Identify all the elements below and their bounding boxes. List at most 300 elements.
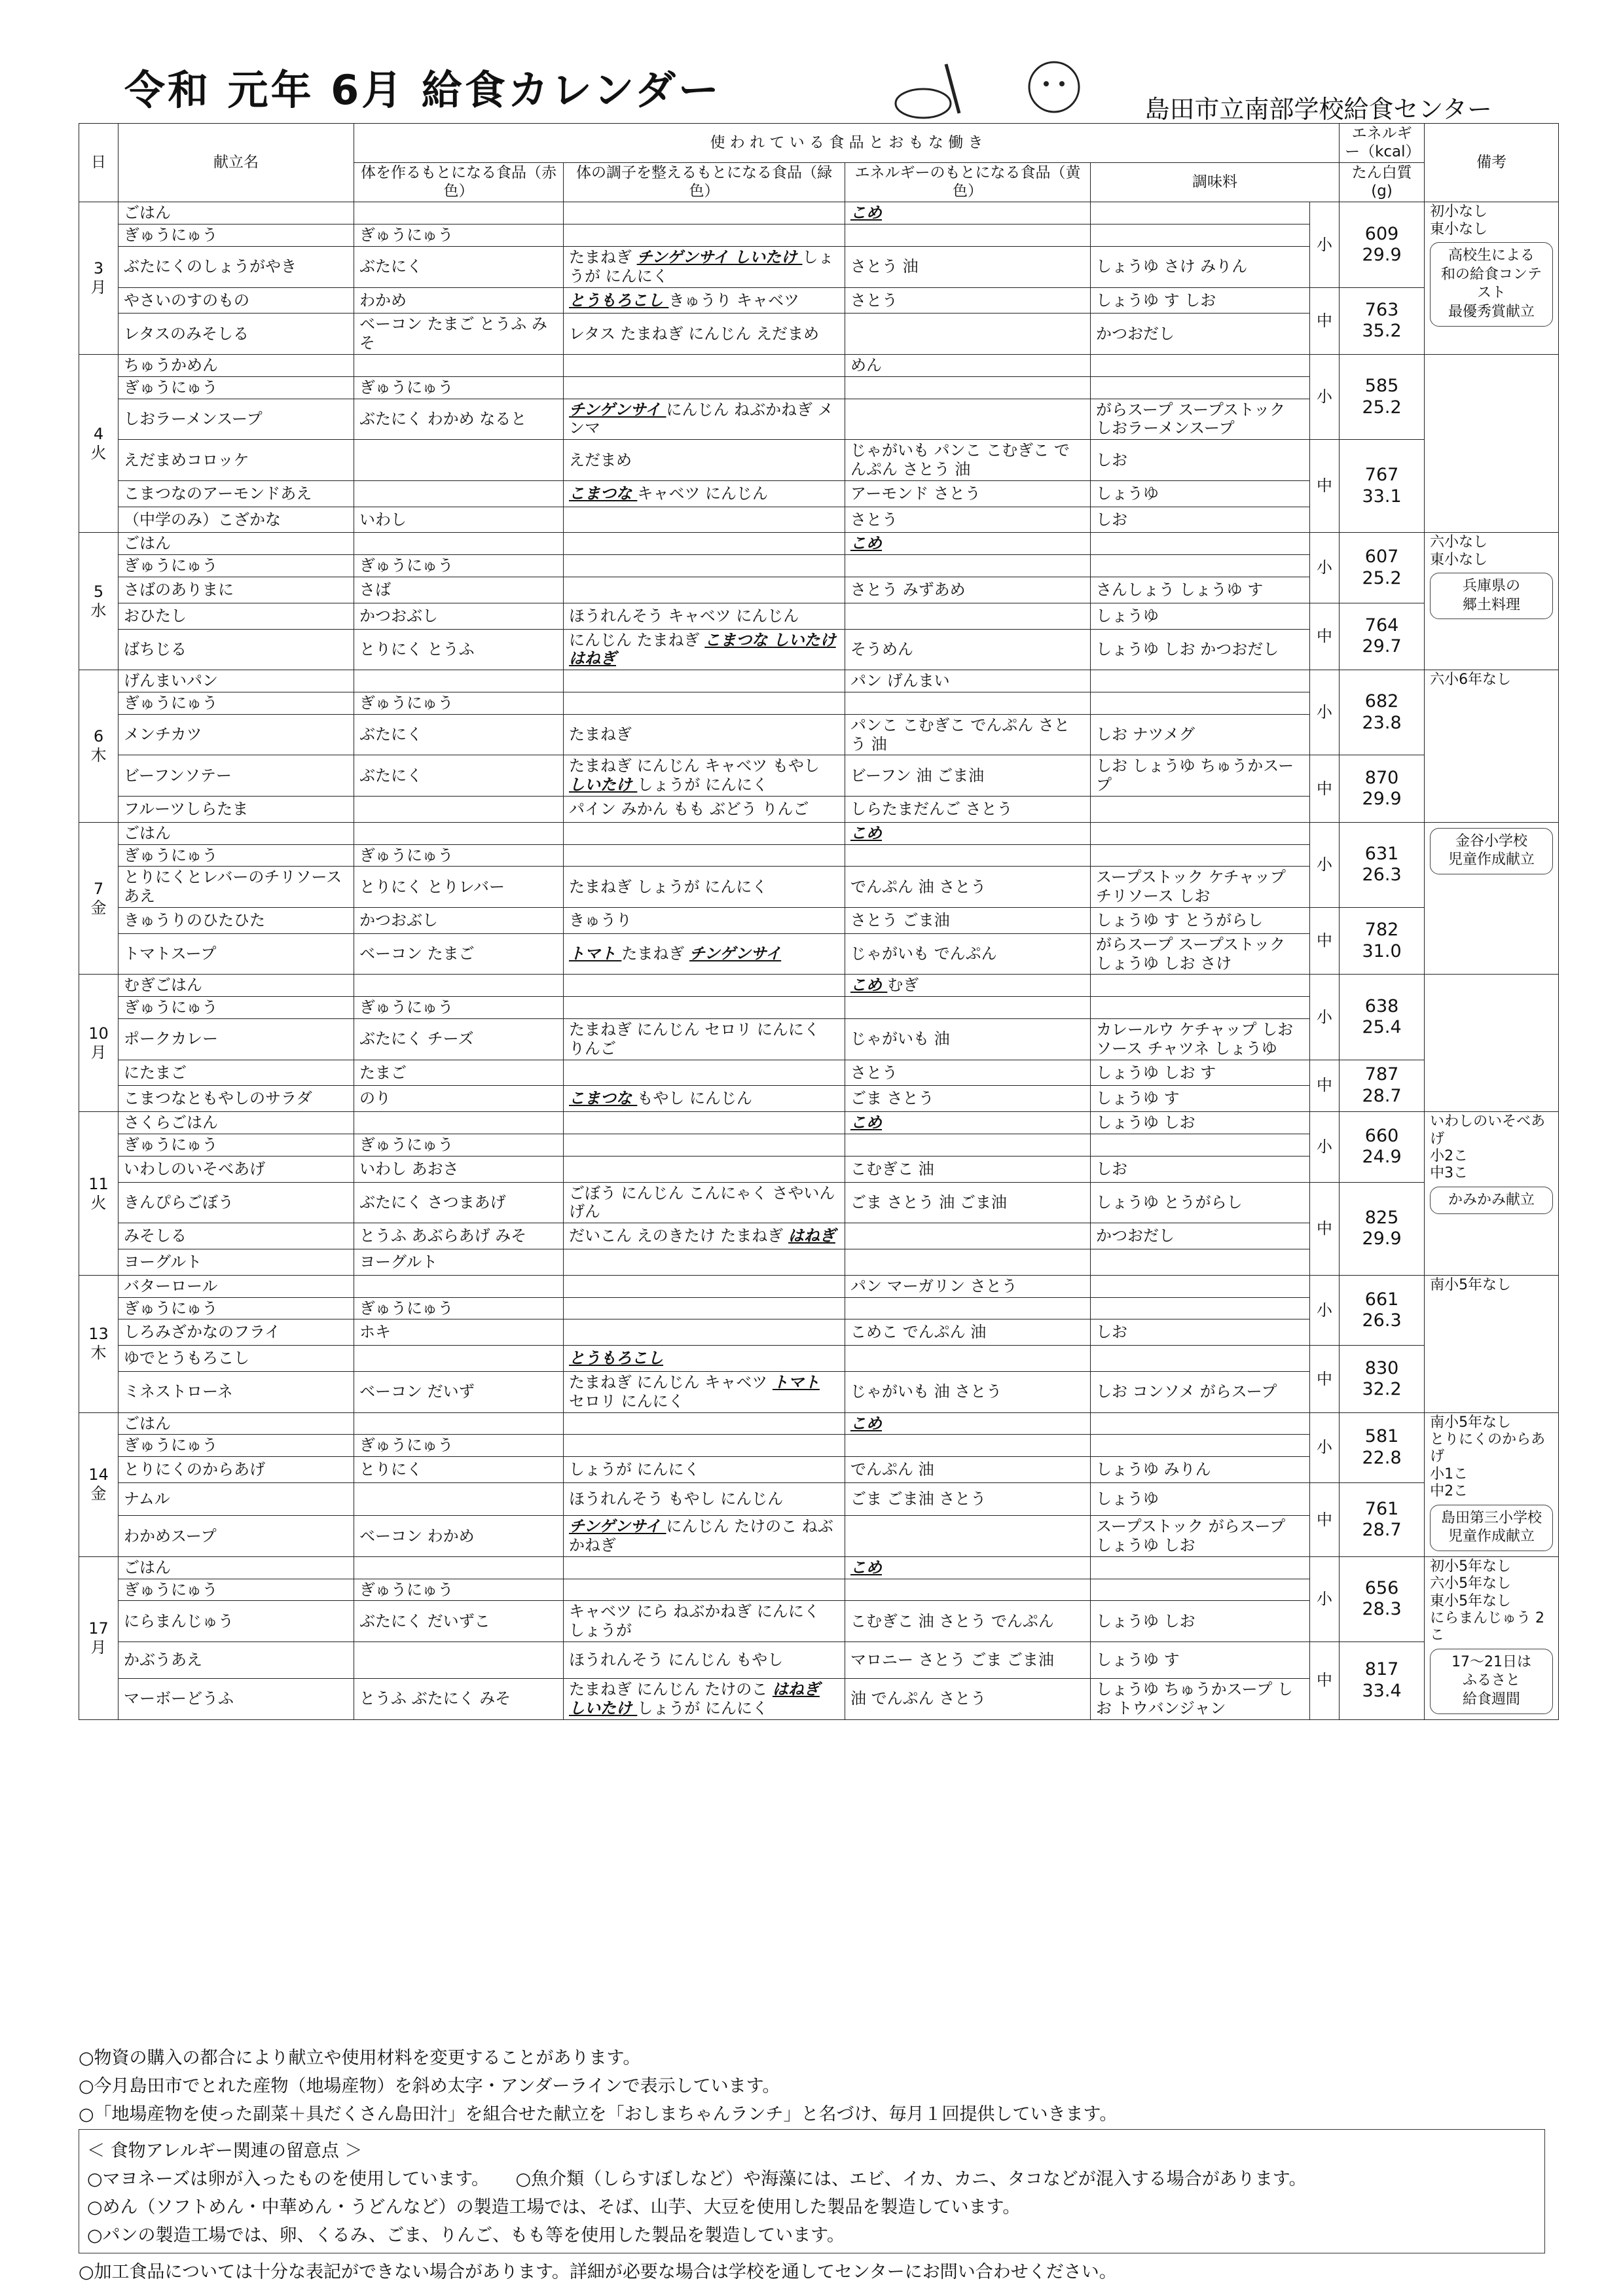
- level-small: 小: [1310, 202, 1340, 287]
- notes-cell: [1425, 1412, 1559, 1556]
- level-middle: 中: [1310, 287, 1340, 354]
- green-cell: ほうれんそう キャベツ にんじん: [564, 603, 845, 629]
- green-cell: [564, 1134, 845, 1156]
- seasoning-cell: [1091, 202, 1310, 224]
- menu-cell: ごはん: [119, 533, 354, 555]
- green-cell: [564, 1556, 845, 1579]
- day-cell: 14 金: [79, 1412, 119, 1556]
- seasoning-cell: [1091, 822, 1310, 844]
- col-day: 日: [79, 124, 119, 202]
- footer-last-note: ○加工食品については十分な表記ができない場合があります。詳細が必要な場合は学校を通してセンターにお問い合わせください。: [79, 2262, 1117, 2282]
- seasoning-cell: カレールウ ケチャップ しお ソース チャツネ しょうゆ: [1091, 1018, 1310, 1060]
- day-cell: 11 火: [79, 1112, 119, 1276]
- col-yellow: エネルギーのもとになる食品（黄色）: [845, 163, 1091, 202]
- green-cell: たまねぎ にんじん たけのこ はねぎ しいたけ しょうが にんにく: [564, 1678, 845, 1719]
- menu-cell: いわしのいそべあげ: [119, 1156, 354, 1182]
- green-cell: とうもろこし きゅうり キャベツ: [564, 287, 845, 314]
- table-row: [79, 1182, 1559, 1223]
- note-badge: 兵庫県の 郷土料理: [1430, 573, 1553, 619]
- seasoning-cell: しお: [1091, 1319, 1310, 1346]
- cup-toothbrush-mascot-illustration: [884, 58, 1120, 123]
- level-middle: 中: [1310, 907, 1340, 974]
- menu-cell: ミネストローネ: [119, 1372, 354, 1413]
- yellow-cell: さとう: [845, 287, 1091, 314]
- green-cell: [564, 692, 845, 714]
- menu-cell: とりにくとレバーのチリソースあえ: [119, 867, 354, 908]
- red-cell: さば: [354, 577, 564, 603]
- note-badge: 島田第三小学校 児童作成献立: [1430, 1505, 1553, 1551]
- menu-cell: ごはん: [119, 202, 354, 224]
- menu-cell: ナムル: [119, 1483, 354, 1516]
- red-cell: わかめ: [354, 287, 564, 314]
- red-cell: [354, 822, 564, 844]
- col-notes: 備考: [1425, 124, 1559, 202]
- yellow-cell: しらたまだんご さとう: [845, 796, 1091, 822]
- energy-protein-cell: 581 22.8: [1340, 1412, 1425, 1482]
- note-text: いわしのいそべあげ 小2こ 中3こ: [1430, 1113, 1546, 1182]
- yellow-cell: さとう: [845, 507, 1091, 533]
- table-row: [79, 1556, 1559, 1579]
- yellow-cell: ビーフン 油 ごま油: [845, 755, 1091, 797]
- menu-cell: ぎゅうにゅう: [119, 224, 354, 247]
- level-middle: 中: [1310, 1060, 1340, 1112]
- table-row: [79, 287, 1559, 314]
- menu-cell: マーボーどうふ: [119, 1678, 354, 1719]
- green-cell: こまつな もやし にんじん: [564, 1086, 845, 1112]
- seasoning-cell: しお ナツメグ: [1091, 714, 1310, 755]
- menu-cell: ぶたにくのしょうがやき: [119, 246, 354, 287]
- yellow-cell: [845, 1516, 1091, 1557]
- menu-calendar-table: [79, 123, 1559, 1720]
- allergy-note: ○パンの製造工場では、卵、くるみ、ごま、りんご、もも等を使用した製品を製造しています。: [87, 2225, 845, 2246]
- green-cell: トマト たまねぎ チンゲンサイ: [564, 933, 845, 975]
- red-cell: [354, 1483, 564, 1516]
- note-badge: 金谷小学校 児童作成献立: [1430, 828, 1553, 874]
- col-protein: たん白質(g): [1340, 163, 1425, 202]
- green-cell: [564, 555, 845, 577]
- yellow-cell: ごま さとう 油 ごま油: [845, 1182, 1091, 1223]
- green-cell: たまねぎ: [564, 714, 845, 755]
- yellow-cell: じゃがいも パンこ こむぎこ でんぷん さとう 油: [845, 440, 1091, 481]
- day-cell: 17 月: [79, 1556, 119, 1719]
- level-middle: 中: [1310, 1182, 1340, 1275]
- yellow-cell: こめ: [845, 202, 1091, 224]
- red-cell: ぎゅうにゅう: [354, 1579, 564, 1601]
- energy-protein-cell: 767 33.1: [1340, 440, 1425, 533]
- menu-cell: ぎゅうにゅう: [119, 1435, 354, 1457]
- menu-cell: むぎごはん: [119, 975, 354, 997]
- energy-protein-cell: 870 29.9: [1340, 755, 1425, 822]
- green-cell: とうもろこし: [564, 1346, 845, 1372]
- green-cell: [564, 1412, 845, 1435]
- energy-protein-cell: 830 32.2: [1340, 1346, 1425, 1412]
- green-cell: チンゲンサイ にんじん ねぶかねぎ メンマ: [564, 399, 845, 440]
- seasoning-cell: しょうゆ しお す: [1091, 1060, 1310, 1086]
- menu-cell: やさいのすのもの: [119, 287, 354, 314]
- seasoning-cell: かつおだし: [1091, 314, 1310, 355]
- red-cell: [354, 975, 564, 997]
- level-small: 小: [1310, 1556, 1340, 1641]
- seasoning-cell: [1091, 1249, 1310, 1276]
- seasoning-cell: しお: [1091, 507, 1310, 533]
- red-cell: かつおぶし: [354, 603, 564, 629]
- note-text: 初小なし 東小なし: [1430, 204, 1488, 238]
- table-row: [79, 822, 1559, 844]
- notes-cell: [1425, 202, 1559, 355]
- yellow-cell: そうめん: [845, 629, 1091, 670]
- energy-protein-cell: 585 25.2: [1340, 354, 1425, 439]
- red-cell: [354, 533, 564, 555]
- seasoning-cell: しょうゆ す: [1091, 1641, 1310, 1678]
- yellow-cell: 油 でんぷん さとう: [845, 1678, 1091, 1719]
- yellow-cell: さとう ごま油: [845, 907, 1091, 933]
- red-cell: ぎゅうにゅう: [354, 1435, 564, 1457]
- level-small: 小: [1310, 533, 1340, 603]
- green-cell: [564, 1579, 845, 1601]
- green-cell: えだまめ: [564, 440, 845, 481]
- col-red: 体を作るもとになる食品（赤色）: [354, 163, 564, 202]
- energy-protein-cell: 817 33.4: [1340, 1641, 1425, 1719]
- seasoning-cell: [1091, 533, 1310, 555]
- level-middle: 中: [1310, 755, 1340, 822]
- level-small: 小: [1310, 1412, 1340, 1482]
- menu-cell: さばのありまに: [119, 577, 354, 603]
- seasoning-cell: しょうゆ ちゅうかスープ しお トウバンジャン: [1091, 1678, 1310, 1719]
- menu-cell: レタスのみそしる: [119, 314, 354, 355]
- table-row: [79, 755, 1559, 797]
- green-cell: パイン みかん もも ぶどう りんご: [564, 796, 845, 822]
- table-row: [79, 533, 1559, 555]
- seasoning-cell: [1091, 692, 1310, 714]
- menu-cell: トマトスープ: [119, 933, 354, 975]
- seasoning-cell: しょうゆ しお: [1091, 1601, 1310, 1642]
- green-cell: [564, 1112, 845, 1134]
- green-cell: [564, 1275, 845, 1297]
- yellow-cell: でんぷん 油 さとう: [845, 867, 1091, 908]
- menu-cell: ぎゅうにゅう: [119, 555, 354, 577]
- menu-cell: ゆでとうもろこし: [119, 1346, 354, 1372]
- red-cell: ぎゅうにゅう: [354, 1134, 564, 1156]
- red-cell: のり: [354, 1086, 564, 1112]
- red-cell: ぶたにく だいずこ: [354, 1601, 564, 1642]
- green-cell: レタス たまねぎ にんじん えだまめ: [564, 314, 845, 355]
- allergy-box: [79, 2129, 1545, 2253]
- day-cell: 13 木: [79, 1275, 119, 1412]
- yellow-cell: [845, 603, 1091, 629]
- yellow-cell: こめこ でんぷん 油: [845, 1319, 1091, 1346]
- red-cell: ぎゅうにゅう: [354, 692, 564, 714]
- red-cell: とりにく とうふ: [354, 629, 564, 670]
- red-cell: ホキ: [354, 1319, 564, 1346]
- footer-note: ○物資の購入の都合により献立や使用材料を変更することがあります。: [79, 2048, 641, 2068]
- allergy-list: [87, 2164, 1537, 2246]
- menu-cell: ちゅうかめん: [119, 354, 354, 376]
- note-text: 南小5年なし とりにくのからあげ 小1こ 中2こ: [1430, 1414, 1546, 1500]
- green-cell: [564, 997, 845, 1019]
- red-cell: とりにく とりレバー: [354, 867, 564, 908]
- energy-protein-cell: 761 28.7: [1340, 1483, 1425, 1557]
- yellow-cell: こめ: [845, 1412, 1091, 1435]
- yellow-cell: こめ: [845, 1112, 1091, 1134]
- green-cell: たまねぎ しょうが にんにく: [564, 867, 845, 908]
- yellow-cell: [845, 1297, 1091, 1319]
- seasoning-cell: しお しょうゆ ちゅうかスープ: [1091, 755, 1310, 797]
- footer-note: ○今月島田市でとれた産物（地場産物）を斜め太字・アンダーラインで表示しています。: [79, 2076, 780, 2096]
- red-cell: ぶたにく わかめ なると: [354, 399, 564, 440]
- day-cell: 4 火: [79, 354, 119, 532]
- seasoning-cell: [1091, 975, 1310, 997]
- note-badge: 17～21日は ふるさと 給食週間: [1430, 1649, 1553, 1714]
- menu-cell: わかめスープ: [119, 1516, 354, 1557]
- red-cell: とうふ ぶたにく みそ: [354, 1678, 564, 1719]
- energy-protein-cell: 631 26.3: [1340, 822, 1425, 907]
- note-text: 六小6年なし: [1430, 672, 1512, 689]
- col-menu: 献立名: [119, 124, 354, 202]
- level-middle: 中: [1310, 1483, 1340, 1557]
- yellow-cell: [845, 1249, 1091, 1276]
- seasoning-cell: [1091, 376, 1310, 399]
- menu-cell: しろみざかなのフライ: [119, 1319, 354, 1346]
- level-middle: 中: [1310, 440, 1340, 533]
- red-cell: ぶたにく: [354, 714, 564, 755]
- yellow-cell: [845, 555, 1091, 577]
- seasoning-cell: スープストック ケチャップ チリソース しお: [1091, 867, 1310, 908]
- red-cell: [354, 1412, 564, 1435]
- red-cell: かつおぶし: [354, 907, 564, 933]
- footer: [79, 2041, 1545, 2286]
- green-cell: キャベツ にら ねぶかねぎ にんにく しょうが: [564, 1601, 845, 1642]
- green-cell: [564, 670, 845, 692]
- day-cell: 3 月: [79, 202, 119, 355]
- menu-cell: ばちじる: [119, 629, 354, 670]
- notes-cell: [1425, 1275, 1559, 1412]
- menu-cell: メンチカツ: [119, 714, 354, 755]
- green-cell: [564, 533, 845, 555]
- seasoning-cell: しお コンソメ がらスープ: [1091, 1372, 1310, 1413]
- seasoning-cell: [1091, 1579, 1310, 1601]
- yellow-cell: アーモンド さとう: [845, 480, 1091, 507]
- yellow-cell: さとう: [845, 1060, 1091, 1086]
- energy-protein-cell: 763 35.2: [1340, 287, 1425, 354]
- green-cell: チンゲンサイ にんじん たけのこ ねぶかねぎ: [564, 1516, 845, 1557]
- footer-notes: [79, 2043, 1545, 2125]
- yellow-cell: こめ むぎ: [845, 975, 1091, 997]
- seasoning-cell: [1091, 796, 1310, 822]
- green-cell: こまつな キャベツ にんじん: [564, 480, 845, 507]
- seasoning-cell: しょうゆ す しお: [1091, 287, 1310, 314]
- seasoning-cell: [1091, 1134, 1310, 1156]
- energy-protein-cell: 638 25.4: [1340, 975, 1425, 1060]
- red-cell: [354, 354, 564, 376]
- green-cell: [564, 1060, 845, 1086]
- energy-protein-cell: 764 29.7: [1340, 603, 1425, 670]
- red-cell: [354, 480, 564, 507]
- green-cell: たまねぎ にんじん セロリ にんにく りんご: [564, 1018, 845, 1060]
- yellow-cell: じゃがいも 油: [845, 1018, 1091, 1060]
- notes-cell: [1425, 975, 1559, 1112]
- energy-protein-cell: 607 25.2: [1340, 533, 1425, 603]
- yellow-cell: [845, 224, 1091, 247]
- table-row: [79, 440, 1559, 481]
- menu-cell: ぎゅうにゅう: [119, 1297, 354, 1319]
- menu-cell: ポークカレー: [119, 1018, 354, 1060]
- yellow-cell: [845, 1134, 1091, 1156]
- seasoning-cell: しょうゆ みりん: [1091, 1457, 1310, 1483]
- red-cell: ぎゅうにゅう: [354, 844, 564, 867]
- seasoning-cell: [1091, 1435, 1310, 1457]
- yellow-cell: さとう みずあめ: [845, 577, 1091, 603]
- yellow-cell: [845, 844, 1091, 867]
- notes-cell: [1425, 670, 1559, 823]
- seasoning-cell: [1091, 354, 1310, 376]
- seasoning-cell: スープストック がらスープ しょうゆ しお: [1091, 1516, 1310, 1557]
- allergy-title: ＜ 食物アレルギー関連の留意点 ＞: [87, 2141, 363, 2161]
- red-cell: [354, 440, 564, 481]
- menu-cell: えだまめコロッケ: [119, 440, 354, 481]
- energy-protein-cell: 825 29.9: [1340, 1182, 1425, 1275]
- seasoning-cell: [1091, 844, 1310, 867]
- menu-cell: みそしる: [119, 1223, 354, 1249]
- green-cell: [564, 376, 845, 399]
- menu-cell: バターロール: [119, 1275, 354, 1297]
- red-cell: ぎゅうにゅう: [354, 1297, 564, 1319]
- menu-cell: かぶうあえ: [119, 1641, 354, 1678]
- yellow-cell: じゃがいも 油 さとう: [845, 1372, 1091, 1413]
- seasoning-cell: [1091, 1556, 1310, 1579]
- red-cell: [354, 1556, 564, 1579]
- table-row: [79, 202, 1559, 224]
- red-cell: ぎゅうにゅう: [354, 997, 564, 1019]
- seasoning-cell: [1091, 224, 1310, 247]
- yellow-cell: [845, 1223, 1091, 1249]
- table-row: [79, 1641, 1559, 1678]
- seasoning-cell: [1091, 1297, 1310, 1319]
- red-cell: [354, 202, 564, 224]
- level-small: 小: [1310, 1275, 1340, 1345]
- green-cell: [564, 844, 845, 867]
- green-cell: たまねぎ チンゲンサイ しいたけ しょうが にんにく: [564, 246, 845, 287]
- header: [79, 58, 1518, 124]
- yellow-cell: [845, 1579, 1091, 1601]
- yellow-cell: ごま さとう: [845, 1086, 1091, 1112]
- table-row: [79, 1412, 1559, 1435]
- seasoning-cell: かつおだし: [1091, 1223, 1310, 1249]
- green-cell: [564, 1249, 845, 1276]
- level-small: 小: [1310, 822, 1340, 907]
- notes-cell: [1425, 1556, 1559, 1719]
- red-cell: ぶたにく さつまあげ: [354, 1182, 564, 1223]
- yellow-cell: [845, 376, 1091, 399]
- seasoning-cell: しょうゆ す とうがらし: [1091, 907, 1310, 933]
- menu-cell: さくらごはん: [119, 1112, 354, 1134]
- green-cell: きゅうり: [564, 907, 845, 933]
- level-small: 小: [1310, 975, 1340, 1060]
- green-cell: たまねぎ にんじん キャベツ トマト セロリ にんにく: [564, 1372, 845, 1413]
- table-row: [79, 354, 1559, 376]
- menu-cell: にらまんじゅう: [119, 1601, 354, 1642]
- level-small: 小: [1310, 1112, 1340, 1182]
- red-cell: ぶたにく チーズ: [354, 1018, 564, 1060]
- green-cell: ごぼう にんじん こんにゃく さやいんげん: [564, 1182, 845, 1223]
- energy-protein-cell: 656 28.3: [1340, 1556, 1425, 1641]
- seasoning-cell: がらスープ スープストック しおラーメンスープ: [1091, 399, 1310, 440]
- notes-cell: [1425, 354, 1559, 532]
- notes-cell: [1425, 1112, 1559, 1276]
- menu-cell: げんまいパン: [119, 670, 354, 692]
- energy-protein-cell: 609 29.9: [1340, 202, 1425, 287]
- red-cell: ベーコン わかめ: [354, 1516, 564, 1557]
- green-cell: [564, 1435, 845, 1457]
- red-cell: ぎゅうにゅう: [354, 224, 564, 247]
- red-cell: [354, 1275, 564, 1297]
- seasoning-cell: [1091, 1346, 1310, 1372]
- red-cell: とうふ あぶらあげ みそ: [354, 1223, 564, 1249]
- menu-cell: ごはん: [119, 1412, 354, 1435]
- day-cell: 10 月: [79, 975, 119, 1112]
- yellow-cell: [845, 1435, 1091, 1457]
- green-cell: [564, 1319, 845, 1346]
- seasoning-cell: [1091, 997, 1310, 1019]
- table-row: [79, 907, 1559, 933]
- red-cell: ヨーグルト: [354, 1249, 564, 1276]
- green-cell: ほうれんそう にんじん もやし: [564, 1641, 845, 1678]
- energy-protein-cell: 661 26.3: [1340, 1275, 1425, 1345]
- seasoning-cell: [1091, 1412, 1310, 1435]
- level-middle: 中: [1310, 1346, 1340, 1412]
- table-row: [79, 1060, 1559, 1086]
- table-row: [79, 1483, 1559, 1516]
- day-cell: 6 木: [79, 670, 119, 823]
- red-cell: いわし あおさ: [354, 1156, 564, 1182]
- red-cell: とりにく: [354, 1457, 564, 1483]
- yellow-cell: マロニー さとう ごま ごま油: [845, 1641, 1091, 1678]
- yellow-cell: めん: [845, 354, 1091, 376]
- table-row: [79, 975, 1559, 997]
- menu-cell: フルーツしらたま: [119, 796, 354, 822]
- allergy-note: ○マヨネーズは卵が入ったものを使用しています。 ○魚介類（しらすぼしなど）や海藻には、エビ、イカ、カニ、タコなどが混入する場合があります。: [87, 2169, 1307, 2189]
- menu-cell: （中学のみ）こざかな: [119, 507, 354, 533]
- note-text: 南小5年なし: [1430, 1276, 1512, 1293]
- yellow-cell: こめ: [845, 822, 1091, 844]
- seasoning-cell: しょうゆ しお かつおだし: [1091, 629, 1310, 670]
- col-seasoning: 調味料: [1091, 163, 1340, 202]
- seasoning-cell: [1091, 555, 1310, 577]
- yellow-cell: [845, 692, 1091, 714]
- footer-note: ○「地場産物を使った副菜＋具だくさん島田汁」を組合せた献立を「おしまちゃんランチ」と名づけ、毎月１回提供していきます。: [79, 2104, 1118, 2125]
- seasoning-cell: しょうゆ: [1091, 1483, 1310, 1516]
- red-cell: ベーコン だいず: [354, 1372, 564, 1413]
- day-cell: 5 水: [79, 533, 119, 670]
- menu-cell: にたまご: [119, 1060, 354, 1086]
- red-cell: [354, 670, 564, 692]
- menu-cell: ビーフンソテー: [119, 755, 354, 797]
- green-cell: [564, 224, 845, 247]
- red-cell: [354, 1112, 564, 1134]
- red-cell: [354, 1346, 564, 1372]
- allergy-note: ○めん（ソフトめん・中華めん・うどんなど）の製造工場では、そば、山芋、大豆を使用した製品を製造しています。: [87, 2197, 1021, 2217]
- red-cell: たまご: [354, 1060, 564, 1086]
- table-row: [79, 1346, 1559, 1372]
- green-cell: [564, 1297, 845, 1319]
- calendar-body: [79, 202, 1559, 1719]
- table-row: [79, 1275, 1559, 1297]
- yellow-cell: パンこ こむぎこ でんぷん さとう 油: [845, 714, 1091, 755]
- green-cell: ほうれんそう もやし にんじん: [564, 1483, 845, 1516]
- green-cell: しょうが にんにく: [564, 1457, 845, 1483]
- yellow-cell: こむぎこ 油: [845, 1156, 1091, 1182]
- menu-cell: きんぴらごぼう: [119, 1182, 354, 1223]
- level-middle: 中: [1310, 603, 1340, 670]
